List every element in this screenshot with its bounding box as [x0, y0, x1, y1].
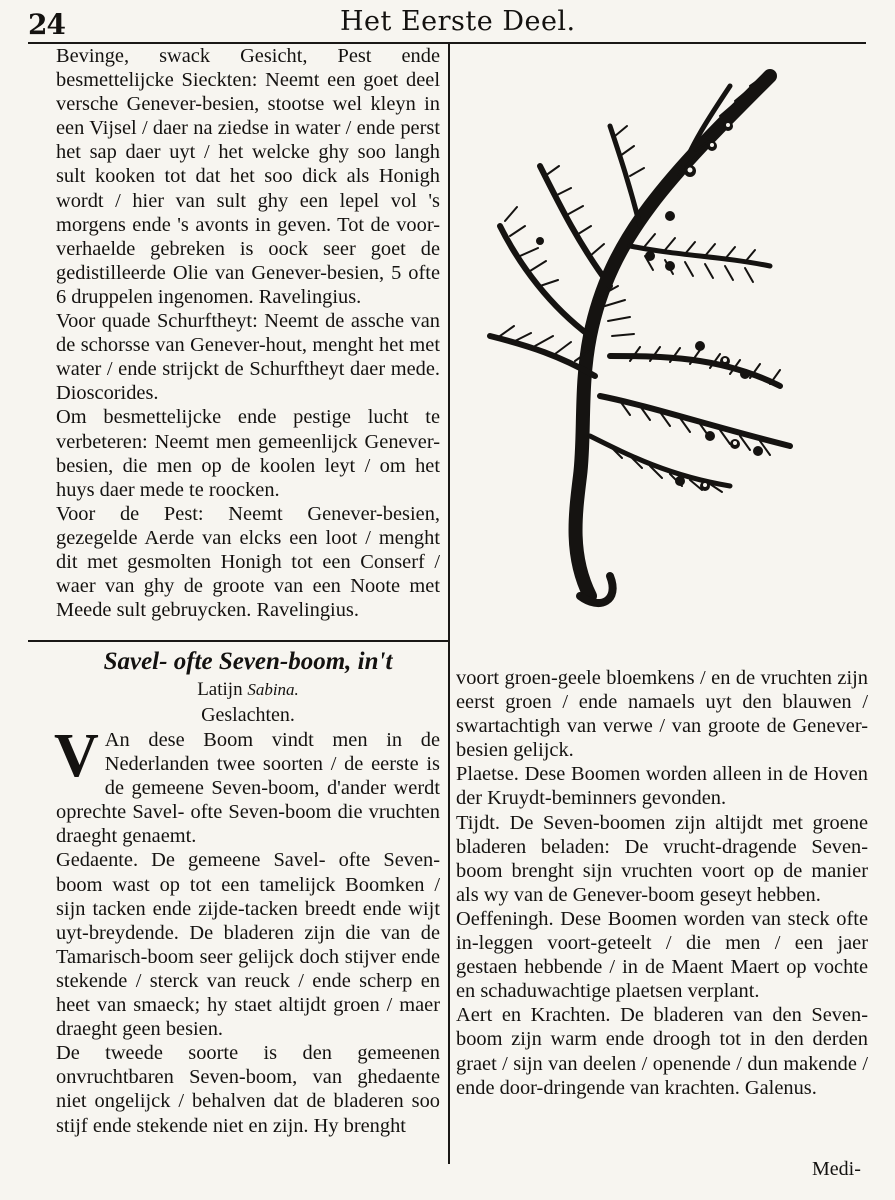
- subsection-heading: Geslachten.: [201, 704, 295, 726]
- page-number: 24: [28, 8, 65, 41]
- latin-prefix: Latijn: [197, 679, 243, 700]
- paragraph: Tijdt. De Seven-boomen zijn altijdt met groene bladeren beladen: De vrucht-dragende Seven-boom brenght sijn vruchten voort op de manier als wy van de Genever-boom geseyt hebben.: [456, 811, 868, 906]
- paragraph: Aert en Krachten. De bladeren van den Seven-boom zijn warm ende droogh tot in den derden graet / sijn van deelen / openende / dun makende / ende door-dringende van krachten. Galenus.: [456, 1004, 868, 1099]
- paragraph: Voor quade Schurftheyt: Neemt de assche van de schorsse van Genever-hout, menght het met water / ende strijckt de Schurftheyt daer mede. Dioscorides.: [56, 310, 440, 405]
- left-column-bottom: [56, 646, 440, 1138]
- right-column-bottom: [456, 666, 868, 1100]
- section-divider: [28, 640, 448, 642]
- paragraph: Oeffeningh. Dese Boomen worden van steck ofte in-leggen voort-geteelt / die men / een jaer gestaen hebbende / in de Maent Maert op vochte en schaduwachtige plaetsen verplant.: [456, 907, 868, 1003]
- section-title: Savel- ofte Seven-boom, in't: [103, 648, 393, 675]
- column-divider: [448, 44, 450, 1164]
- paragraph: Bevinge, swack Gesicht, Pest ende besmettelijcke Sieckten: Neemt een goet deel versche Genever-besien, stootse wel kleyn in een Vijsel / daer na ziedse in water / ende perst het sap daer uyt / het welcke ghy soo langh sult kooken tot dat het soo dick als Honigh wordt / hier van sult ghy een lepel vol 's morgens ende 's avonts in geven. Tot de voor-verhaelde gebreken is oock seer goet de gedistilleerde Olie van Genever-besien, 5 ofte 6 druppelen ingenomen. Ravelingius.: [56, 45, 440, 308]
- paragraph: voort groen-geele bloemkens / en de vruchten zijn eerst groen / ende namaels uyt den blauwen / swartachtigh van verwe / van groote de Genever-besien gelijck.: [456, 667, 868, 762]
- first-paragraph: [54, 722, 440, 848]
- savin-tree-woodcut-icon: [480, 56, 840, 616]
- drop-cap: V: [54, 722, 99, 790]
- left-column-top: [56, 44, 440, 622]
- first-paragraph-text: An dese Boom vindt men in de Nederlanden twee soorten / de eerste is de gemeene Seven-boom, d'ander werdt oprechte Savel- ofte Seven-boom die vruchten draeght genaemt.: [56, 729, 440, 848]
- latin-name-line: [56, 678, 440, 702]
- paragraph: De tweede soorte is den gemeenen onvruchtbaren Seven-boom, van ghedaente niet ongelijck / behalven dat de bladeren soo stijf ende stekende niet en zijn. Hy brenght: [56, 1042, 440, 1137]
- latin-name: Sabina.: [247, 680, 299, 699]
- paragraph: Om besmettelijcke ende pestige lucht te verbeteren: Neemt men gemeenlijck Genever-besien, die men op de koolen leyt / om het huys daer mede te roocken.: [56, 406, 440, 501]
- paragraph: Plaetse. Dese Boomen worden alleen in de Hoven der Kruydt-beminners gevonden.: [456, 763, 868, 810]
- paragraph: Voor de Pest: Neemt Genever-besien, gezegelde Aerde van elcks een loot / menght dit met gesmolten Honigh tot een Conserf / waer van ghy de groote van een Noote met Meede sult gebruycken. Ravelingius.: [56, 502, 440, 622]
- paragraph: Gedaente. De gemeene Savel- ofte Seven-boom wast op tot een tamelijck Boomken / sijn tacken ende zijde-tacken breedt ende wijt uyt-breydende. De bladeren zijn die van de Tamarisch-boom seer gelijck doch stijver ende stekende / sterck van reuck / ende scherp en heet van smaeck; hy staet altijdt groen / maer draeght geen besien.: [56, 849, 440, 1041]
- running-title: Het Eerste Deel.: [340, 6, 576, 37]
- catchword: Medi-: [812, 1158, 861, 1180]
